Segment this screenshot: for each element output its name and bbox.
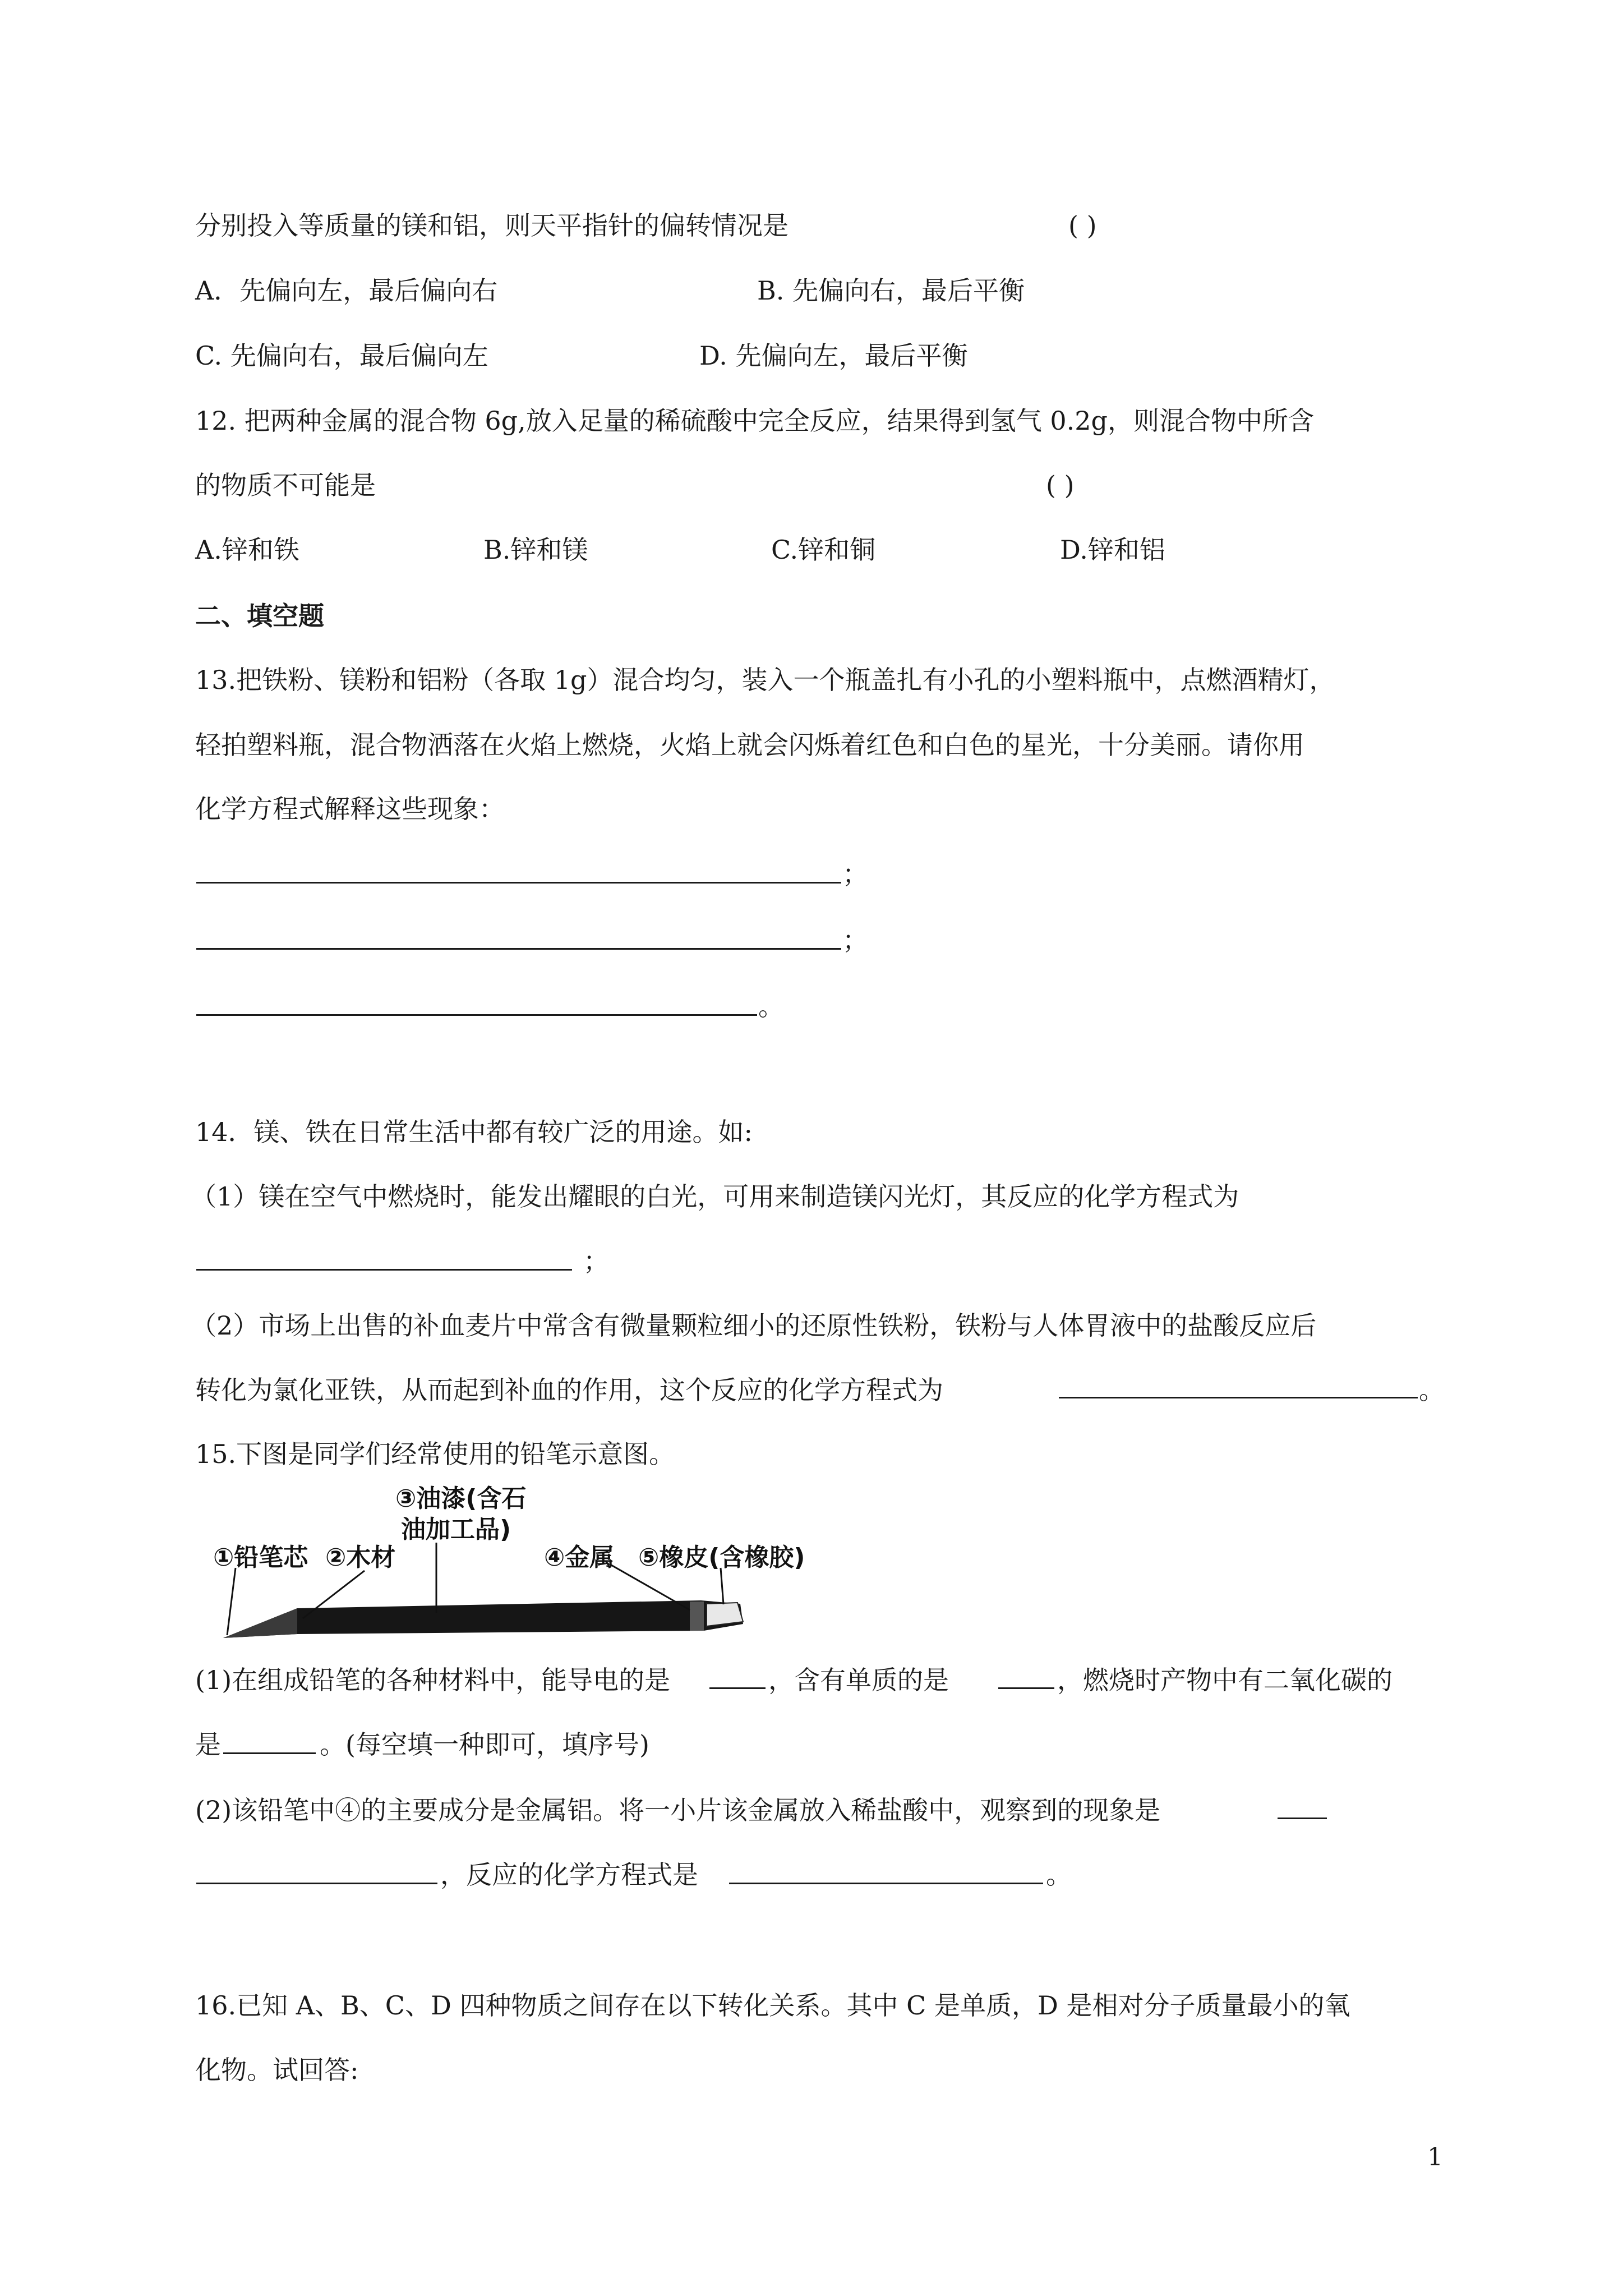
label-metal: ④金属: [544, 1543, 615, 1572]
q13-line2: 轻拍塑料瓶，混合物洒落在火焰上燃烧，火焰上就会闪烁着红色和白色的星光，十分美丽。请你用: [195, 730, 1304, 760]
q15-sub1-b: ，含有单质的是: [768, 1665, 949, 1695]
q16-line2: 化物。试回答:: [195, 2055, 359, 2085]
q15-blank-phenomenon-2[interactable]: [196, 1883, 437, 1884]
q15-line1: 15.下图是同学们经常使用的铅笔示意图。: [195, 1439, 675, 1469]
q11-option-c: C. 先偏向右，最后偏向左: [195, 341, 488, 371]
q14-sub1-blank[interactable]: [196, 1269, 572, 1271]
q15-sub1-a: (1)在组成铅笔的各种材料中，能导电的是: [195, 1665, 671, 1695]
page-number: 1: [1427, 2143, 1443, 2171]
q13-period: 。: [758, 991, 784, 1022]
pencil-eraser: [707, 1603, 743, 1626]
q13-line3: 化学方程式解释这些现象：: [195, 794, 505, 824]
q14-sub2-line1: （2）市场上出售的补血麦片中常含有微量颗粒细小的还原性铁粉，铁粉与人体胃液中的盐酸反应后: [191, 1310, 1317, 1341]
q12-line1: 12. 把两种金属的混合物 6g,放入足量的稀硫酸中完全反应，结果得到氢气 0.2g，则混合物中所含: [195, 406, 1314, 436]
q14-sub1-semicolon: ；: [583, 1246, 609, 1276]
q12-line2: 的物质不可能是: [195, 470, 376, 500]
q14-sub1: （1）镁在空气中燃烧时，能发出耀眼的白光，可用来制造镁闪光灯，其反应的化学方程式为: [191, 1181, 1239, 1212]
q15-sub1-c: ，燃烧时产物中有二氧化碳的: [1057, 1665, 1393, 1695]
q12-option-d: D.锌和铝: [1060, 535, 1165, 565]
leader-line-lead: [227, 1568, 236, 1635]
q14-line1: 14．镁、铁在日常生活中都有较广泛的用途。如:: [195, 1117, 753, 1147]
pencil-body: [223, 1600, 743, 1638]
q12-answer-paren: ( ): [1046, 470, 1075, 500]
label-wood: ②木材: [325, 1543, 396, 1572]
q15-blank-element[interactable]: [998, 1687, 1054, 1689]
q13-answer-blank-3[interactable]: [196, 1014, 757, 1016]
q15-sub2-b: ，反应的化学方程式是: [440, 1860, 698, 1890]
q12-option-b: B.锌和镁: [483, 535, 588, 565]
label-paint-line2: 油加工品): [401, 1515, 511, 1544]
q16-line1: 16.已知 A、B、C、D 四种物质之间存在以下转化关系。其中 C 是单质，D 是相对分子质量最小的氧: [195, 1990, 1350, 2021]
pencil-figure: [213, 1484, 805, 1652]
q15-sub1-d: 是: [195, 1729, 221, 1760]
q13-answer-blank-1[interactable]: [196, 882, 841, 884]
q13-line1: 13.把铁粉、镁粉和铝粉（各取 1g）混合均匀，装入一个瓶盖扎有小孔的小塑料瓶中，点燃酒精灯，: [195, 665, 1335, 695]
section-heading: 二、填空题: [195, 601, 324, 631]
q12-option-a: A.锌和铁: [195, 535, 299, 565]
q15-blank-equation[interactable]: [729, 1883, 1043, 1884]
label-eraser: ⑤橡皮(含橡胶): [638, 1543, 805, 1572]
q15-sub2-a: (2)该铅笔中④的主要成分是金属铝。将一小片该金属放入稀盐酸中，观察到的现象是: [195, 1795, 1161, 1825]
q12-option-c: C.锌和铜: [771, 535, 876, 565]
q14-sub2-blank[interactable]: [1059, 1397, 1418, 1398]
q11-option-a: A．先偏向左，最后偏向右: [195, 275, 498, 306]
q11-option-d: D. 先偏向左，最后平衡: [699, 341, 968, 371]
label-pencil-lead: ①铅笔芯: [213, 1543, 308, 1572]
q13-semicolon-2: ；: [842, 925, 868, 955]
q11-stem: 分别投入等质量的镁和铝，则天平指针的偏转情况是: [195, 210, 789, 241]
q11-option-b: B. 先偏向右，最后平衡: [757, 275, 1025, 306]
leader-line-eraser: [721, 1568, 723, 1604]
q15-blank-co2[interactable]: [223, 1752, 316, 1754]
q15-sub1-e: 。(每空填一种即可，填序号): [320, 1729, 649, 1760]
q15-sub2-c: 。: [1046, 1860, 1072, 1890]
pencil-tip: [223, 1608, 297, 1638]
q14-sub2-period: 。: [1419, 1375, 1445, 1405]
q14-sub2-line2: 转化为氯化亚铁，从而起到补血的作用，这个反应的化学方程式为: [195, 1375, 943, 1405]
q11-answer-paren: ( ): [1068, 210, 1097, 241]
q13-semicolon-1: ；: [842, 859, 868, 889]
q13-answer-blank-2[interactable]: [196, 948, 841, 950]
pencil-metal-band: [690, 1602, 704, 1631]
label-paint-line1: ③油漆(含石: [395, 1484, 527, 1513]
q15-blank-conductive[interactable]: [709, 1687, 766, 1689]
q15-blank-phenomenon-1[interactable]: [1278, 1818, 1327, 1819]
